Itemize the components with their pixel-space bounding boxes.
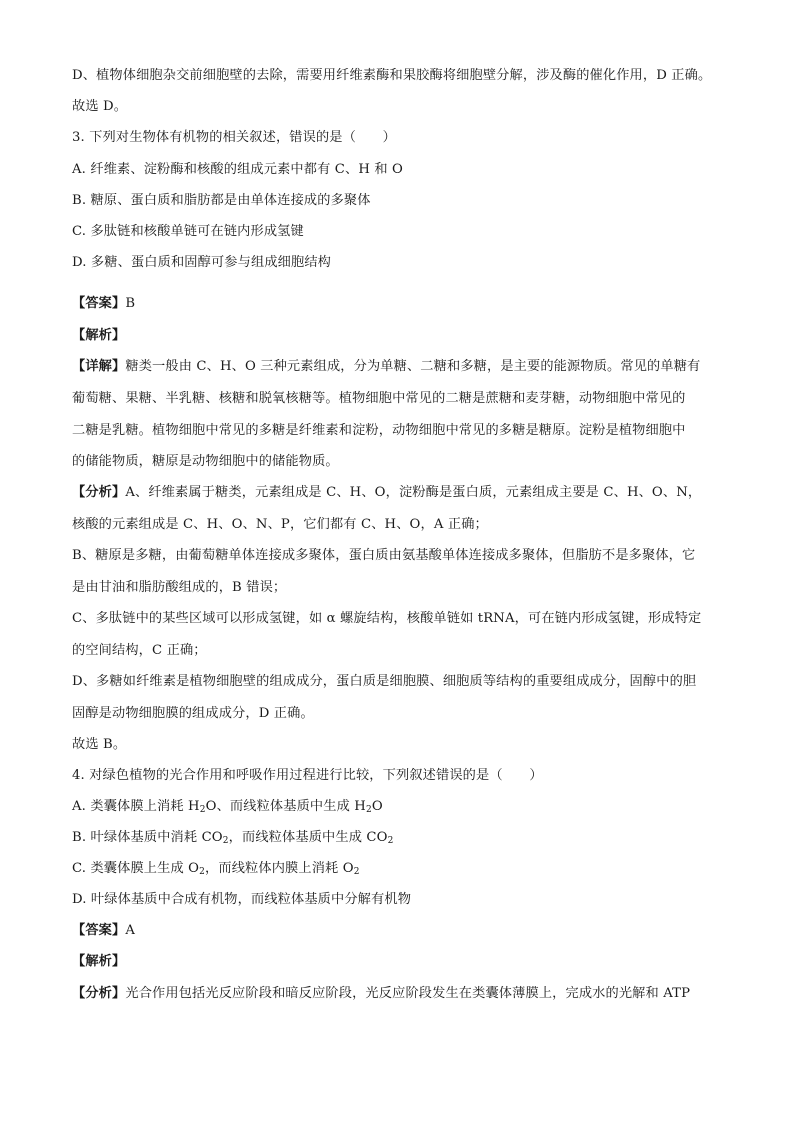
q4-option-b: [72, 828, 728, 848]
subscript: 2: [222, 836, 229, 846]
q3-analysis-line: [72, 483, 728, 503]
option-text: O: [371, 799, 383, 814]
q3-conclusion: 故选 B。: [72, 737, 127, 752]
q4-option-d: D. 叶绿体基质中合成有机物，而线粒体基质中分解有机物: [72, 892, 412, 907]
analysis-tag: 【解析】: [72, 328, 126, 343]
option-text: A. 类囊体膜上消耗 H: [72, 799, 200, 814]
q3-option-a: A. 纤维素、淀粉酶和核酸的组成元素中都有 C、H 和 O: [72, 162, 403, 177]
q3-detail-line: [72, 357, 728, 377]
q3-option-d: D. 多糖、蛋白质和固醇可参与组成细胞结构: [72, 255, 332, 270]
option-text: C. 类囊体膜上生成 O: [72, 861, 200, 876]
subscript: 2: [199, 805, 206, 815]
answer-tag: 【答案】: [72, 296, 126, 311]
q3-option-b: B. 糖原、蛋白质和脂肪都是由单体连接成的多聚体: [72, 193, 371, 208]
answer-value: A: [125, 923, 136, 938]
q4-stem: 4. 对绿色植物的光合作用和呼吸作用过程进行比较，下列叙述错误的是（ ）: [72, 768, 543, 783]
q4-answer: [72, 921, 728, 941]
q3-answer: [72, 294, 728, 314]
option-text: O、而线粒体基质中生成 H: [205, 799, 366, 814]
q4-analysis-tag: [72, 952, 728, 972]
q4-analysis-line: [72, 984, 728, 1004]
q3-analysis-line: D、多糖如纤维素是植物细胞壁的组成成分，蛋白质是细胞膜、细胞质等结构的重要组成成分，固醇中的胆: [72, 674, 697, 689]
detail-tag: 【详解】: [72, 359, 126, 374]
analysis-tag: 【解析】: [72, 954, 126, 969]
q3-analysis-line: 的空间结构，C 正确；: [72, 643, 207, 658]
detail-text: 糖类一般由 C、H、O 三种元素组成，分为单糖、二糖和多糖，是主要的能源物质。常见的单糖有: [125, 359, 701, 374]
subscript: 2: [199, 867, 206, 877]
fenxi-tag: 【分析】: [72, 986, 126, 1001]
option-text: ，而线粒体内膜上消耗 O: [205, 861, 354, 876]
q3-analysis-tag: [72, 326, 728, 346]
answer-tag: 【答案】: [72, 923, 126, 938]
q3-detail-line: 的储能物质，糖原是动物细胞中的储能物质。: [72, 454, 339, 469]
option-text: ，而线粒体基质中生成 CO: [228, 830, 388, 845]
answer-value: B: [125, 296, 136, 311]
q3-analysis-line: 固醇是动物细胞膜的组成成分，D 正确。: [72, 706, 314, 721]
q3-analysis-line: C、多肽链中的某些区域可以形成氢键，如 α 螺旋结构，核酸单链如 tRNA，可在链内形成氢键，形成特定: [72, 611, 702, 626]
option-text: B. 叶绿体基质中消耗 CO: [72, 830, 223, 845]
q4-option-a: [72, 797, 728, 817]
subscript: 2: [365, 805, 372, 815]
q3-detail-line: 二糖是乳糖。植物细胞中常见的多糖是纤维素和淀粉，动物细胞中常见的多糖是糖原。淀粉是植物细胞中: [72, 423, 686, 438]
q3-stem: 3. 下列对生物体有机物的相关叙述，错误的是（ ）: [72, 130, 396, 145]
q3-analysis-line: 是由甘油和脂肪酸组成的，B 错误；: [72, 580, 287, 595]
q3-analysis-line: 核酸的元素组成是 C、H、O、N、P，它们都有 C、H、O，A 正确；: [72, 517, 488, 532]
fenxi-text: 光合作用包括光反应阶段和暗反应阶段，光反应阶段发生在类囊体薄膜上，完成水的光解和 ATP: [125, 986, 691, 1001]
q4-option-c: [72, 859, 728, 879]
subscript: 2: [387, 836, 394, 846]
prev-option-d-explanation: D、植物体细胞杂交前细胞壁的去除，需要用纤维素酶和果胶酶将细胞壁分解，涉及酶的催化作用，D 正确。: [72, 68, 712, 83]
q3-analysis-line: B、糖原是多糖，由葡萄糖单体连接成多聚体，蛋白质由氨基酸单体连接成多聚体，但脂肪不是多聚体，它: [72, 548, 696, 563]
q3-option-c: C. 多肽链和核酸单链可在链内形成氢键: [72, 224, 304, 239]
subscript: 2: [353, 867, 360, 877]
q3-detail-line: 葡萄糖、果糖、半乳糖、核糖和脱氧核糖等。植物细胞中常见的二糖是蔗糖和麦芽糖，动物细胞中常见的: [72, 391, 686, 406]
prev-conclusion: 故选 D。: [72, 99, 128, 114]
fenxi-text: A、纤维素属于糖类，元素组成是 C、H、O，淀粉酶是蛋白质，元素组成主要是 C、H、O、N，: [125, 485, 702, 500]
fenxi-tag: 【分析】: [72, 485, 126, 500]
